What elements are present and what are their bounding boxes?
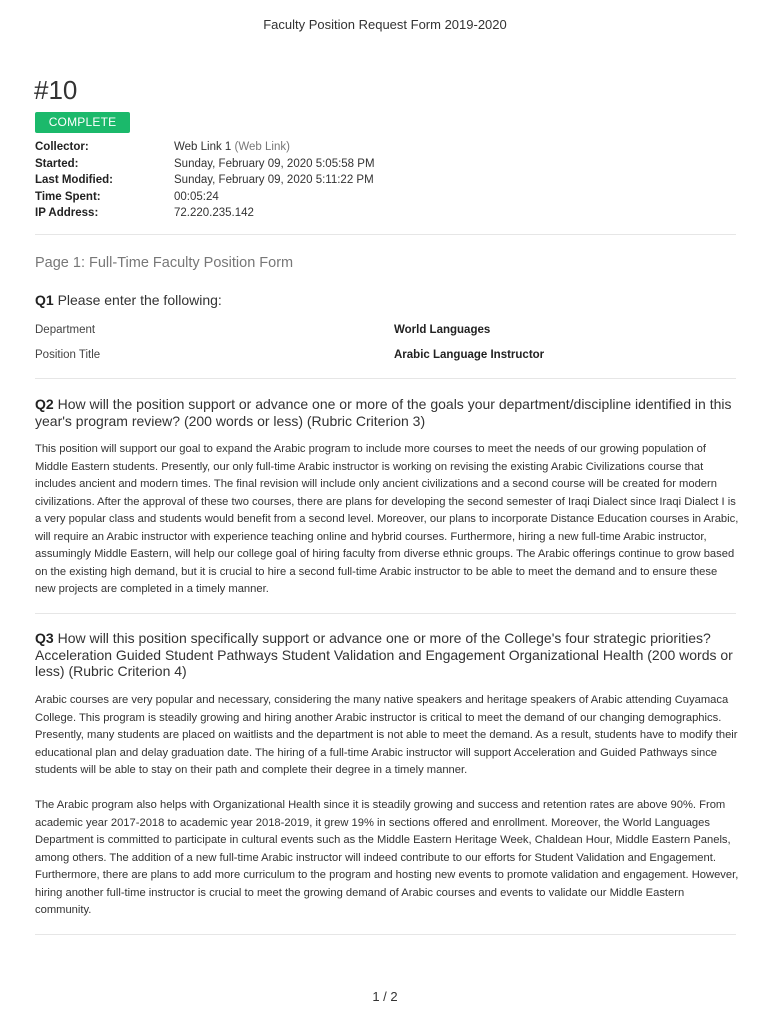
meta-row-ip-address xyxy=(35,205,375,222)
meta-value: Sunday, February 09, 2020 5:11:22 PM xyxy=(174,174,374,187)
meta-key: Last Modified: xyxy=(35,174,113,187)
meta-value: 00:05:24 xyxy=(174,190,219,203)
status-badge: COMPLETE xyxy=(35,112,130,133)
answer-q3-paragraph-2: The Arabic program also helps with Organizational Health since it is steadily growing and success and retention rates are above 90%. From academic year 2017-2018 to academic year 2018-2019, it grew 19% in sections offered and enrollment. Moreover, the World Languages Department is committed to participate in cultural events such as the Middle Eastern Heritage Week, Chaldean Hour, Middle Eastern Panels, among others. The addition of a new full-time Arabic instructor will indeed contribute to our efforts for Student Validation and Engagement. Furthermore, there are plans to add more curriculum to the program and hosting new events to promote validation and engagement. However, hiring another full-time instructor is crucial to meet the growing demand of Arabic courses and events to validate our Middle Eastern community. xyxy=(35,799,739,916)
page-indicator: 1 / 2 xyxy=(372,989,398,1004)
field-value: World Languages xyxy=(394,324,491,336)
meta-key: Started: xyxy=(35,157,79,170)
response-metadata xyxy=(35,139,375,222)
field-row-position-title xyxy=(35,349,735,361)
meta-row-collector xyxy=(35,139,375,156)
question-q3 xyxy=(35,630,735,680)
question-number: Q3 xyxy=(35,630,54,646)
question-text: How will the position support or advance one or more of the goals your department/discipline identified in this year's program review? (200 words or less) (Rubric Criterion 3) xyxy=(35,396,732,429)
document-title: Faculty Position Request Form 2019-2020 xyxy=(263,17,507,32)
meta-row-time-spent xyxy=(35,189,375,206)
meta-key: Collector: xyxy=(35,141,89,153)
divider xyxy=(35,934,736,935)
question-q2 xyxy=(35,396,735,429)
response-number: #10 xyxy=(34,75,78,105)
divider xyxy=(35,378,736,379)
divider xyxy=(35,234,736,235)
field-row-department xyxy=(35,324,735,336)
meta-value: 72.220.235.142 xyxy=(174,207,254,220)
answer-q3-paragraph-1: Arabic courses are very popular and necessary, considering the many native speakers and heritage speakers of Arabic attending Cuyamaca College. This program is steadily growing and hiring another Arabic instructor is critical to meet the demand of our changing demographics. Presently, many students are placed on waitlists and the department is not able to meet the demand. As a result, students have to modify their educational plan and delay graduation date. The hiring of a full-time Arabic instructor will support Acceleration and Guided Pathways since students will be able to stay on their path and complete their degree in a timely manner. xyxy=(35,694,738,776)
question-text: How will this position specifically support or advance one or more of the College's four strategic priorities? Acceleration Guided Student Pathways Student Validation and Engagement Organizational Health (200 words or less) (Rubric Criterion 4) xyxy=(35,630,733,679)
field-value: Arabic Language Instructor xyxy=(394,349,545,361)
divider xyxy=(35,613,736,614)
field-label: Department xyxy=(35,324,96,336)
question-number: Q2 xyxy=(35,396,54,412)
page-title: Page 1: Full-Time Faculty Position Form xyxy=(35,255,294,271)
question-text: Please enter the following: xyxy=(53,292,222,308)
question-q1 xyxy=(35,292,735,309)
meta-value: Web Link 1 (Web Link) xyxy=(174,141,290,153)
answer-q2: This position will support our goal to expand the Arabic program to include more courses to meet the needs of our growing population of Middle Eastern students. Presently, our only full-time Arabic instructor is working on revising the existing Arabic Civilizations course that includes ancient and modern times. The final revision will include only ancient civilizations and a second course will be created for modern civilizations. After the approval of these two courses, there are plans for developing the second semester of Iraqi Dialect since Iraqi Dialect I is a very popular class and students would benefit from a second level. Moreover, our plans to incorporate Distance Education courses in Arabic, will require an Arabic instructor with experience teaching online and hybrid courses. Furthermore, hiring a new full-time Arabic instructor, assumingly Middle Eastern, will help our college goal of hiring faculty from diverse ethnic groups. The Arabic offerings continue to grow based on the existing high demand, but it is crucial to hire a second full-time Arabic instructor to be able to meet the demand and to ensure these new projects are completed in a timely manner. xyxy=(35,443,739,595)
meta-row-last-modified xyxy=(35,172,375,189)
meta-row-started xyxy=(35,156,375,173)
question-number: Q1 xyxy=(35,292,54,308)
meta-key: Time Spent: xyxy=(35,190,101,203)
meta-value: Sunday, February 09, 2020 5:05:58 PM xyxy=(174,157,375,170)
meta-key: IP Address: xyxy=(35,207,99,220)
field-label: Position Title xyxy=(35,349,101,361)
